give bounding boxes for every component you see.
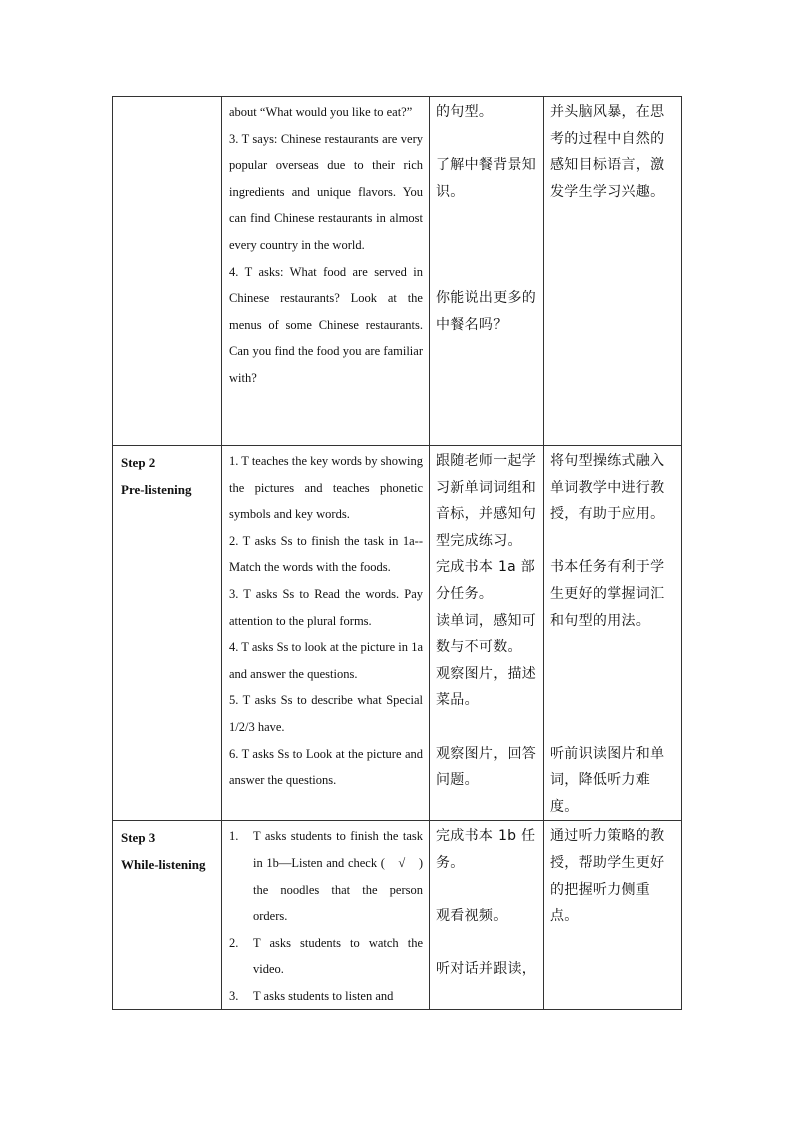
purpose-item: 通过听力策略的教授，帮助学生更好的把握听力侧重点。	[550, 828, 665, 925]
procedure-item: 1. T asks students to finish the task in 1b—Listen and check ( √ ) the noodles that the person orders.	[229, 829, 423, 924]
step-title: Step 3	[121, 830, 156, 846]
step-cell	[113, 821, 222, 1010]
lesson-plan-table	[112, 96, 682, 1010]
activity-item: 了解中餐背景知识。	[436, 157, 537, 200]
purpose-item: 将句型操练式融入单词教学中进行教授，有助于应用。	[550, 453, 665, 523]
procedure-item: 4. T asks: What food are served in Chinese restaurants? Look at the menus of some Chinese restaurants. Can you find the food you are familiar with?	[229, 264, 423, 385]
purpose-item: 书本任务有利于学生更好的掌握词汇和句型的用法。	[550, 559, 665, 629]
activity-item: 你能说出更多的中餐名吗？	[436, 290, 537, 333]
purpose-cell	[544, 97, 682, 446]
procedure-cell	[222, 821, 430, 1010]
activity-cell	[430, 446, 544, 821]
step-cell	[113, 97, 222, 446]
procedure-item: about “What would you like to eat?”	[229, 105, 413, 119]
step-title: Step 2	[121, 455, 156, 470]
activity-item: 完成书本 1a 部分任务。	[436, 559, 536, 602]
procedure-cell	[222, 446, 430, 821]
procedure-item: 6. T asks Ss to Look at the picture and answer the questions.	[229, 746, 423, 788]
activity-item: 完成书本 1b 任务。	[436, 828, 536, 871]
purpose-cell	[544, 446, 682, 821]
activity-item: 的句型。	[436, 104, 494, 120]
activity-item: 听对话并跟读，	[436, 961, 537, 978]
activity-cell	[430, 821, 544, 1010]
table-row	[113, 821, 682, 1010]
procedure-item: 2. T asks Ss to finish the task in 1a-- Match the words with the foods.	[229, 533, 423, 575]
purpose-cell	[544, 821, 682, 1010]
procedure-item: 1. T teaches the key words by showing the pictures and teaches phonetic symbols and key words.	[229, 454, 423, 522]
step-subtitle: While-listening	[121, 856, 206, 872]
table-row	[113, 446, 682, 821]
activity-item: 观看视频。	[436, 908, 508, 925]
activity-item: 跟随老师一起学习新单词词组和音标，并感知句型完成练习。	[436, 453, 537, 549]
purpose-item: 听前识读图片和单词，降低听力难度。	[550, 745, 665, 815]
step-cell	[113, 446, 222, 821]
procedure-item: 3. T asks Ss to Read the words. Pay attention to the plural forms.	[229, 586, 423, 628]
procedure-item: 2. T asks students to watch the video.	[229, 935, 423, 977]
procedure-item: 4. T asks Ss to look at the picture in 1a and answer the questions.	[229, 640, 423, 681]
step-subtitle: Pre-listening	[121, 481, 192, 497]
purpose-item: 并头脑风暴，在思考的过程中自然的感知目标语言，激发学生学习兴趣。	[550, 104, 665, 200]
procedure-item: 3. T asks students to listen and	[229, 988, 394, 1003]
activity-item: 观察图片，描述菜品。	[436, 665, 537, 709]
table-row	[113, 97, 682, 446]
activity-item: 读单词，感知可数与不可数。	[436, 612, 537, 656]
activity-item: 观察图片，回答问题。	[436, 745, 537, 789]
procedure-item: 5. T asks Ss to describe what Special 1/2/3 have.	[229, 693, 423, 734]
procedure-cell	[222, 97, 430, 446]
procedure-item: 3. T says: Chinese restaurants are very popular overseas due to their rich ingredients and unique flavors. You can find Chinese restaurants in almost every country in the world.	[229, 131, 423, 252]
activity-cell	[430, 97, 544, 446]
